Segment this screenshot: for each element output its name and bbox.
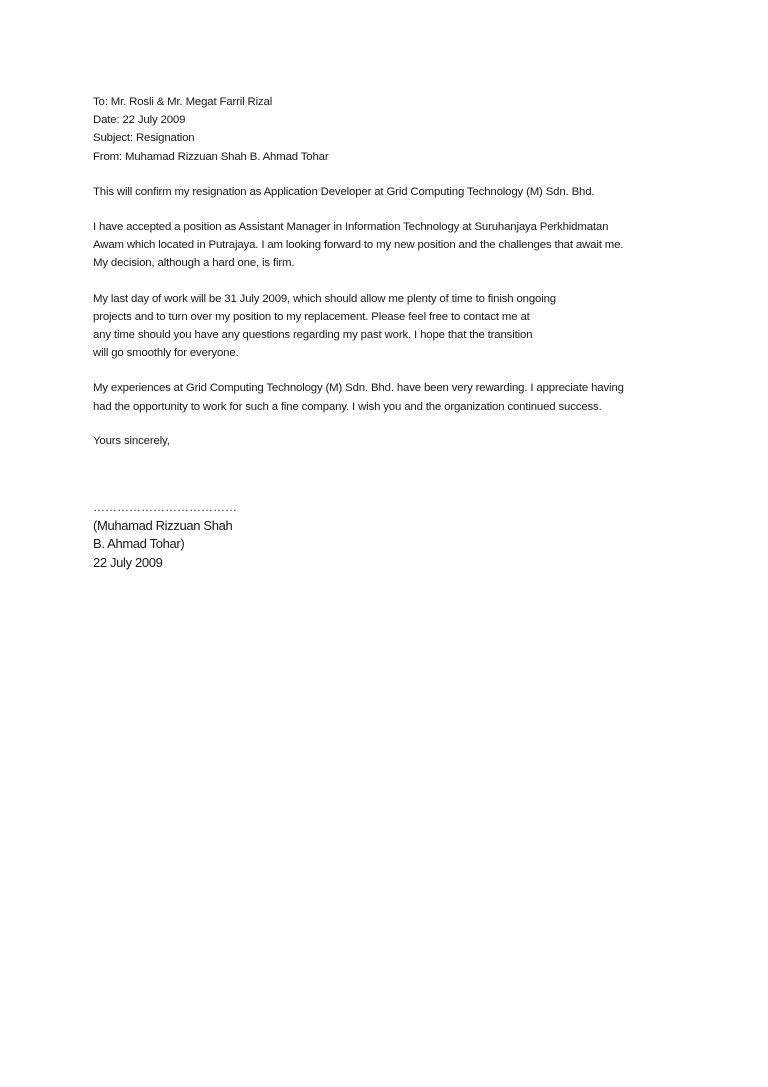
paragraph-line: any time should you have any questions regarding my past work. I hope that the transition (93, 329, 533, 342)
recipient-line: To: Mr. Rosli & Mr. Megat Farril Rizal (93, 96, 273, 108)
paragraph-last-day (93, 290, 713, 363)
signature-line: ……………………………… (93, 500, 237, 515)
paragraph-line: I have accepted a position as Assistant Manager in Information Technology at Suruhanjaya Perkhidmatan (93, 221, 609, 234)
paragraph-experience (93, 379, 713, 415)
paragraph-confirmation (93, 183, 713, 201)
paragraph-line: My decision, although a hard one, is firm. (93, 257, 295, 270)
resignation-letter (93, 93, 713, 572)
paragraph-line: Awam which located in Putrajaya. I am looking forward to my new position and the challenges that await me. (93, 239, 624, 252)
closing-salutation: Yours sincerely, (93, 434, 170, 447)
paragraph-new-position (93, 218, 713, 273)
signatory-name: (Muhamad Rizzuan Shah (93, 517, 233, 533)
signatory-name-continued: B. Ahmad Tohar) (93, 536, 185, 552)
letter-header (93, 93, 713, 166)
signature-block (93, 498, 713, 572)
paragraph-line: My experiences at Grid Computing Technology (M) Sdn. Bhd. have been very rewarding. I appreciate having (93, 382, 624, 395)
paragraph-line: projects and to turn over my position to my replacement. Please feel free to contact me at (93, 310, 530, 323)
signature-date: 22 July 2009 (93, 554, 163, 570)
sender-line: From: Muhamad Rizzuan Shah B. Ahmad Tohar (93, 150, 329, 163)
paragraph-line: had the opportunity to work for such a fine company. I wish you and the organization continued success. (93, 400, 602, 413)
paragraph-line: This will confirm my resignation as Application Developer at Grid Computing Technology (M) Sdn. Bhd. (93, 185, 595, 198)
paragraph-line: My last day of work will be 31 July 2009, which should allow me plenty of time to finish ongoing (93, 292, 556, 305)
date-line: Date: 22 July 2009 (93, 114, 186, 127)
paragraph-line: will go smoothly for everyone. (93, 347, 239, 360)
subject-line: Subject: Resignation (93, 132, 195, 145)
